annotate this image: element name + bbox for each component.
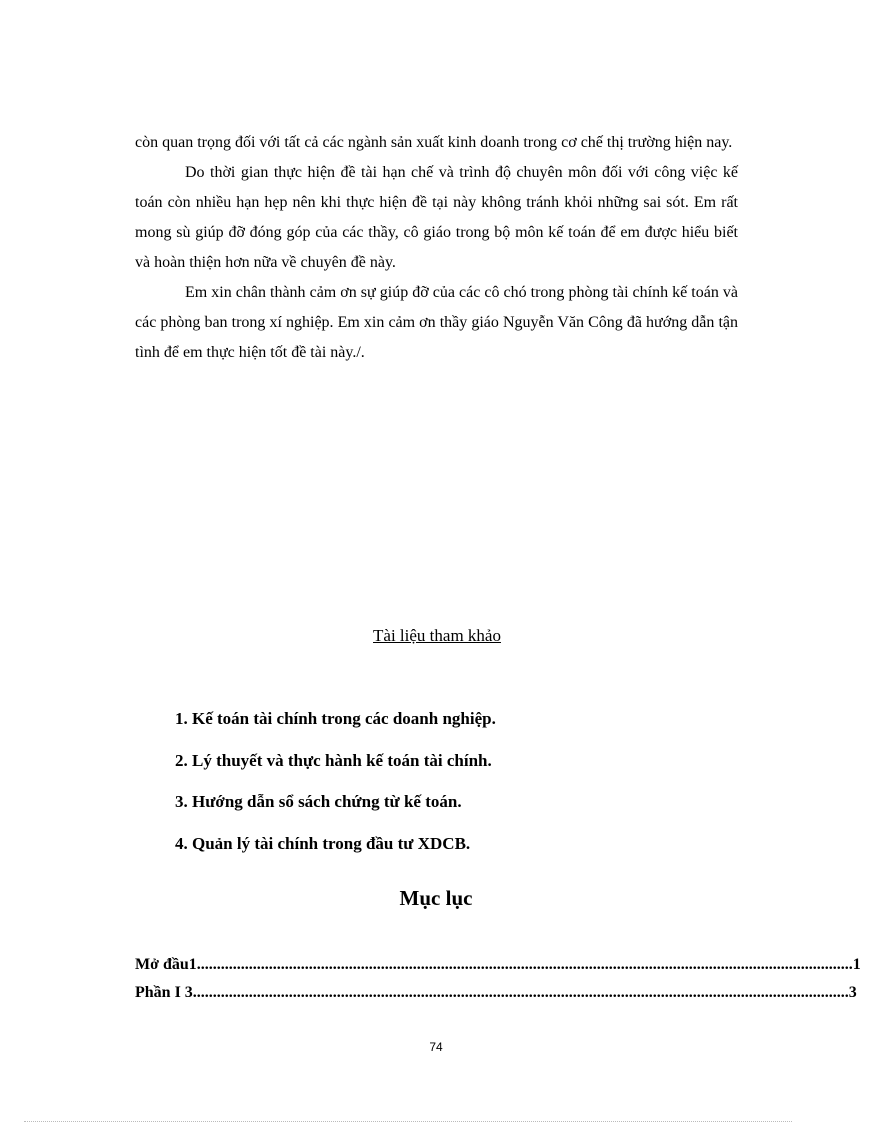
- toc-entry[interactable]: [135, 956, 861, 984]
- paragraph-acknowledgement: Em xin chân thành cảm ơn sự giúp đỡ của các cô chó trong phòng tài chính kế toán và các phòng ban trong xí nghiệp. Em xin cảm ơn thầy giáo Nguyễn Văn Công đã hướng dẫn tận tình để em thực hiện tốt đề tài này./.: [135, 284, 738, 361]
- reference-item: 4. Quản lý tài chính trong đầu tư XDCB.: [175, 833, 471, 853]
- reference-item: 1. Kế toán tài chính trong các doanh nghiệp.: [175, 709, 496, 728]
- reference-item: 3. Hướng dẫn sổ sách chứng từ kế toán.: [175, 792, 462, 811]
- references-title: Tài liệu tham khảo: [373, 626, 501, 645]
- references-list: [175, 706, 496, 872]
- toc-entry[interactable]: [135, 984, 857, 1012]
- toc-entry-label: Phần I 3: [135, 984, 193, 1001]
- page-number: 74: [429, 1040, 443, 1054]
- page-bottom-divider: [24, 1121, 792, 1122]
- table-of-contents: [135, 956, 861, 1012]
- paragraph-limitations: Do thời gian thực hiện đề tài hạn chế và trình độ chuyên môn đối với công việc kế toán còn nhiều hạn hẹp nên khi thực hiện đề tại này không tránh khỏi những sai sót. Em rất mong sù giúp đỡ đóng góp của các thầy, cô giáo trong bộ môn kế toán để em được hiểu biết và hoàn thiện hơn nữa về chuyên đề này.: [135, 164, 738, 271]
- toc-leader-dots: ....................................................................................................................................................................: [192, 984, 849, 1001]
- paragraph-continuation: còn quan trọng đối với tất cả các ngành sản xuất kinh doanh trong cơ chế thị trường hiện nay.: [135, 134, 733, 151]
- toc-title: Mục lục: [399, 886, 473, 910]
- toc-entry-label: Mở đầu1: [135, 956, 197, 973]
- toc-entry-page: 3: [848, 984, 857, 1001]
- toc-leader-dots: ....................................................................................................................................................................: [196, 956, 853, 973]
- reference-item: 2. Lý thuyết và thực hành kế toán tài chính.: [175, 750, 492, 770]
- toc-entry-page: 1: [852, 956, 861, 973]
- body-text: [135, 128, 738, 368]
